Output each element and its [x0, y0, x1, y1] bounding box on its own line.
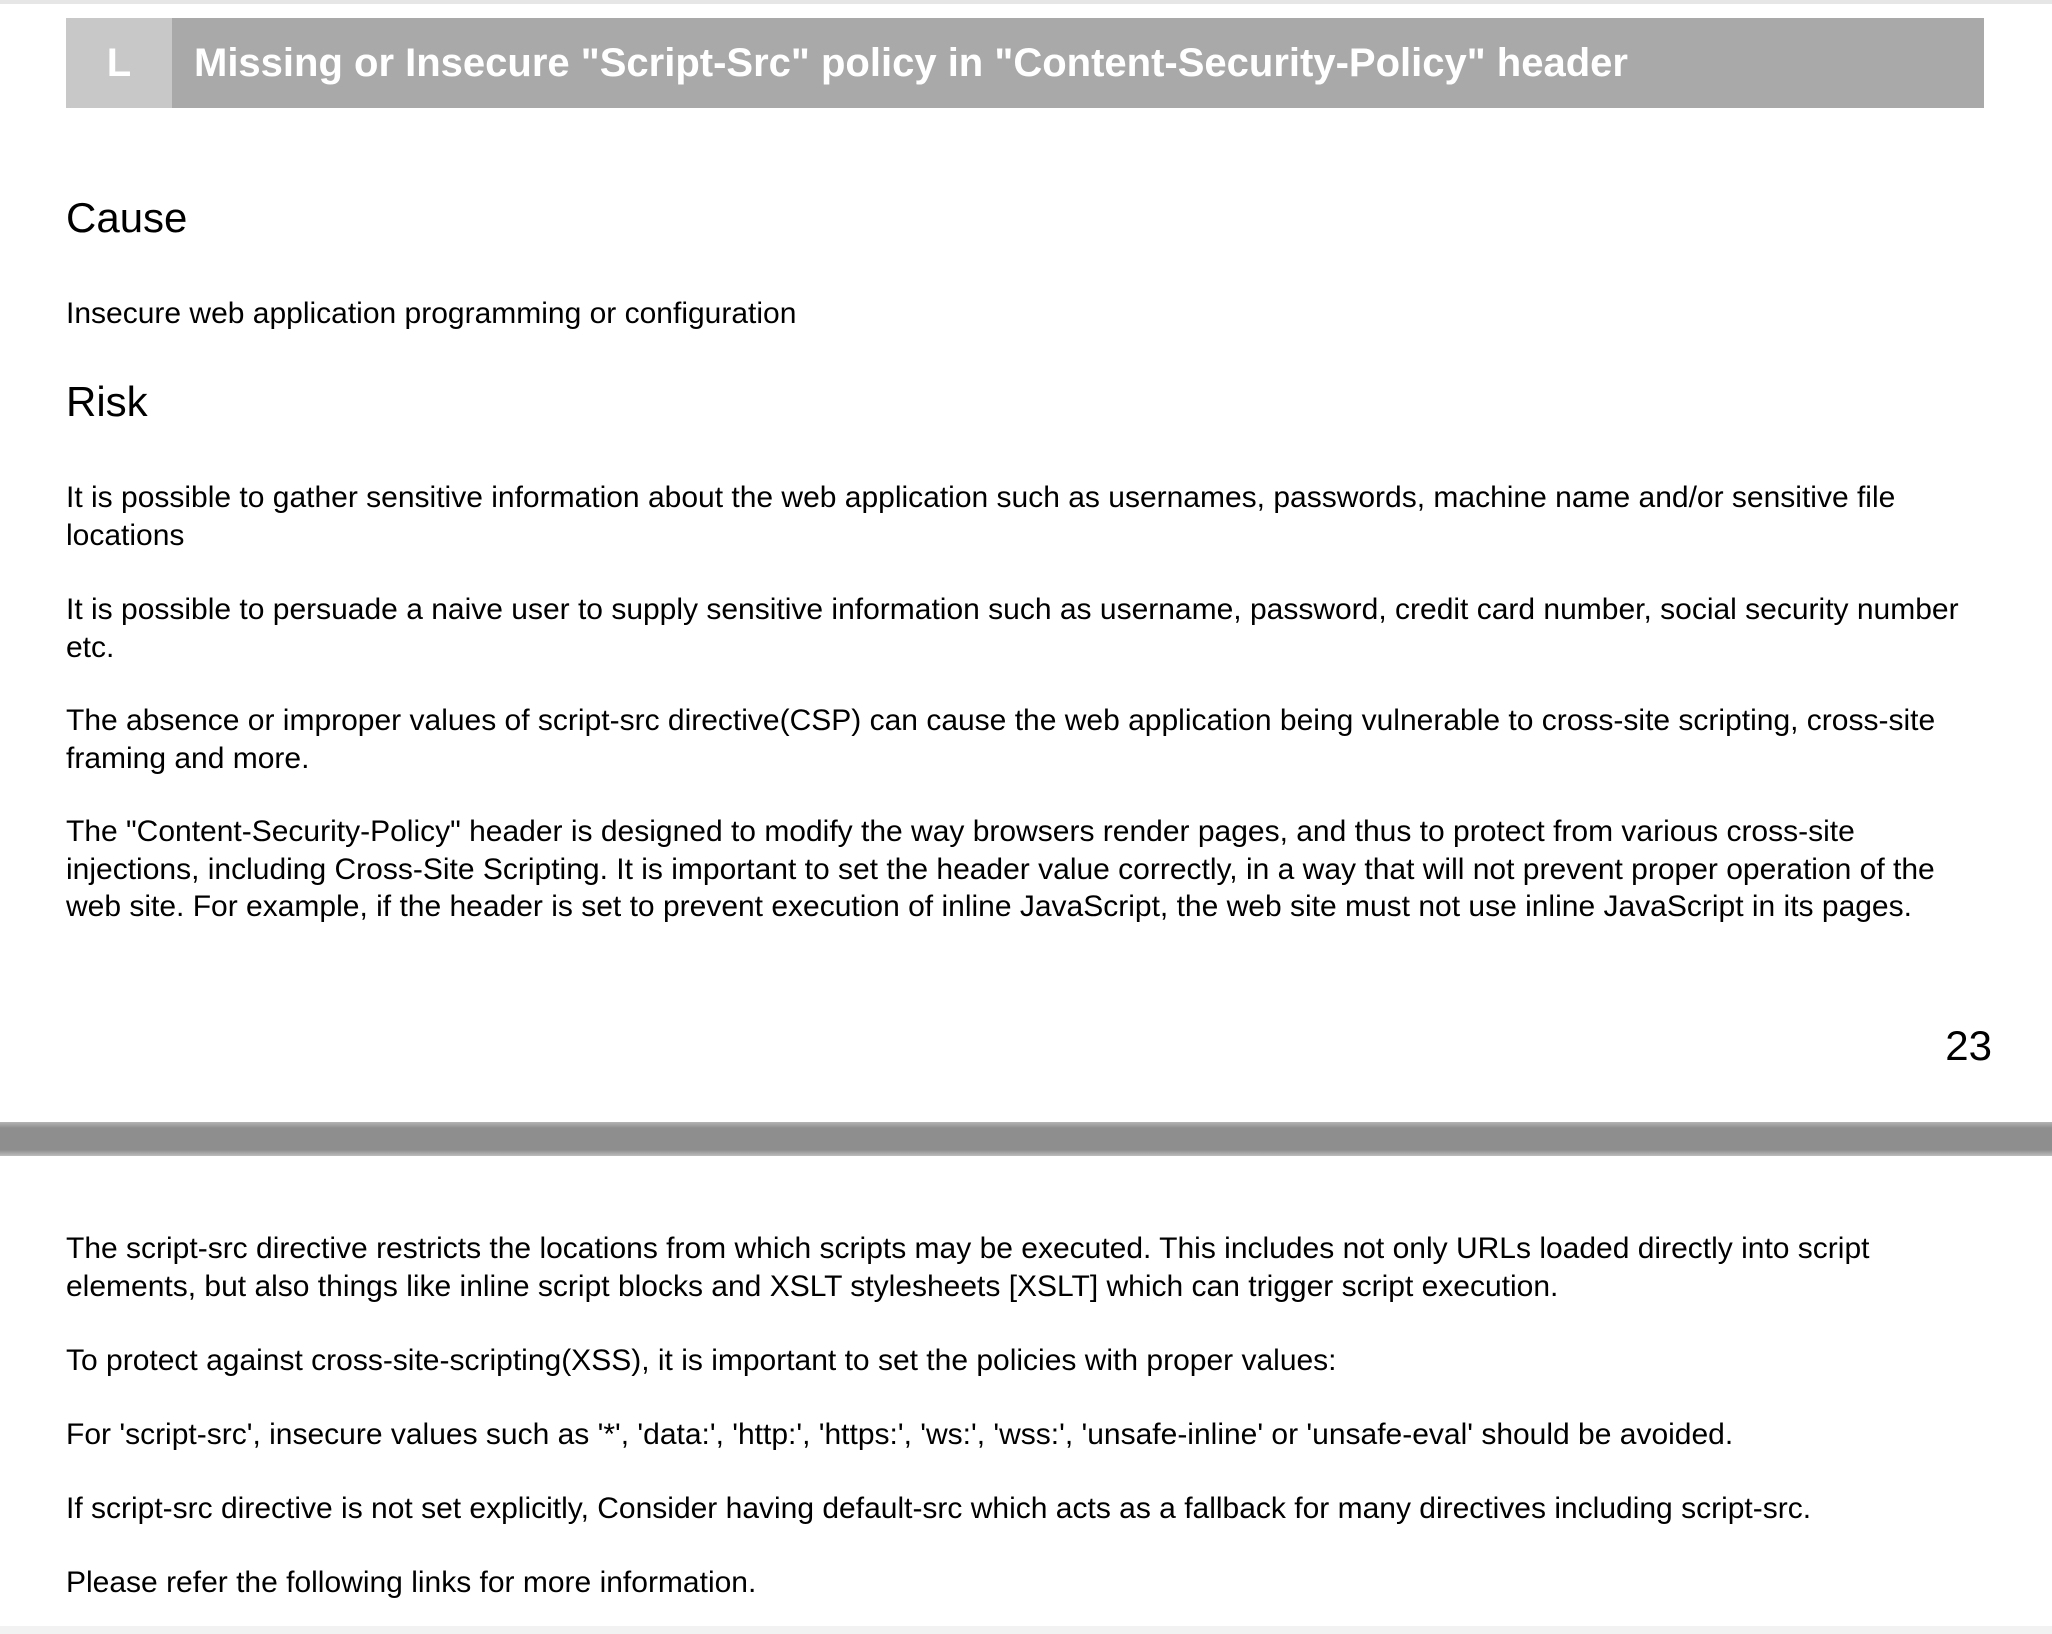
cause-text: Insecure web application programming or configuration — [66, 297, 797, 330]
severity-badge: L — [66, 18, 172, 108]
body-paragraph: To protect against cross-site-scripting(XSS), it is important to set the policies with proper values: — [66, 1344, 1337, 1377]
page-number: 23 — [1945, 1022, 1992, 1069]
cause-heading: Cause — [66, 194, 188, 241]
page-bottom-border — [0, 1626, 2052, 1634]
issue-header-bar — [66, 18, 1984, 108]
body-paragraph: If script-src directive is not set explicitly, Consider having default-src which acts as a fallback for many directives including script-src. — [66, 1492, 1812, 1525]
risk-paragraph: It is possible to persuade a naive user to supply sensitive information such as username, password, credit card number, social security number etc. — [66, 593, 1959, 664]
page-separator — [0, 1122, 2052, 1156]
body-paragraph: The script-src directive restricts the locations from which scripts may be executed. This includes not only URLs loaded directly into script elements, but also things like inline script blocks and XSLT stylesheets [XSLT] which can trigger script execution. — [66, 1232, 1870, 1303]
risk-paragraph: The "Content-Security-Policy" header is designed to modify the way browsers render pages, and thus to protect from various cross-site injections, including Cross-Site Scripting. It is important to set the header value correctly, in a way that will not prevent proper operation of the web site. For example, if the header is set to prevent execution of inline JavaScript, the web site must not use inline JavaScript in its pages. — [66, 815, 1935, 923]
body-paragraph: Please refer the following links for more information. — [66, 1566, 757, 1599]
risk-heading: Risk — [66, 378, 148, 425]
risk-paragraph: It is possible to gather sensitive information about the web application such as usernames, passwords, machine name and/or sensitive file locations — [66, 481, 1896, 552]
issue-title: Missing or Insecure "Script-Src" policy in "Content-Security-Policy" header — [194, 40, 1628, 85]
report-page-23 — [0, 4, 2052, 1122]
report-page-24 — [0, 1156, 2052, 1634]
risk-paragraph: The absence or improper values of script-src directive(CSP) can cause the web application being vulnerable to cross-site scripting, cross-site framing and more. — [66, 704, 1936, 775]
body-paragraph: For 'script-src', insecure values such as '*', 'data:', 'http:', 'https:', 'ws:', 'wss:', 'unsafe-inline' or 'unsafe-eval' should be avoided. — [66, 1418, 1734, 1451]
